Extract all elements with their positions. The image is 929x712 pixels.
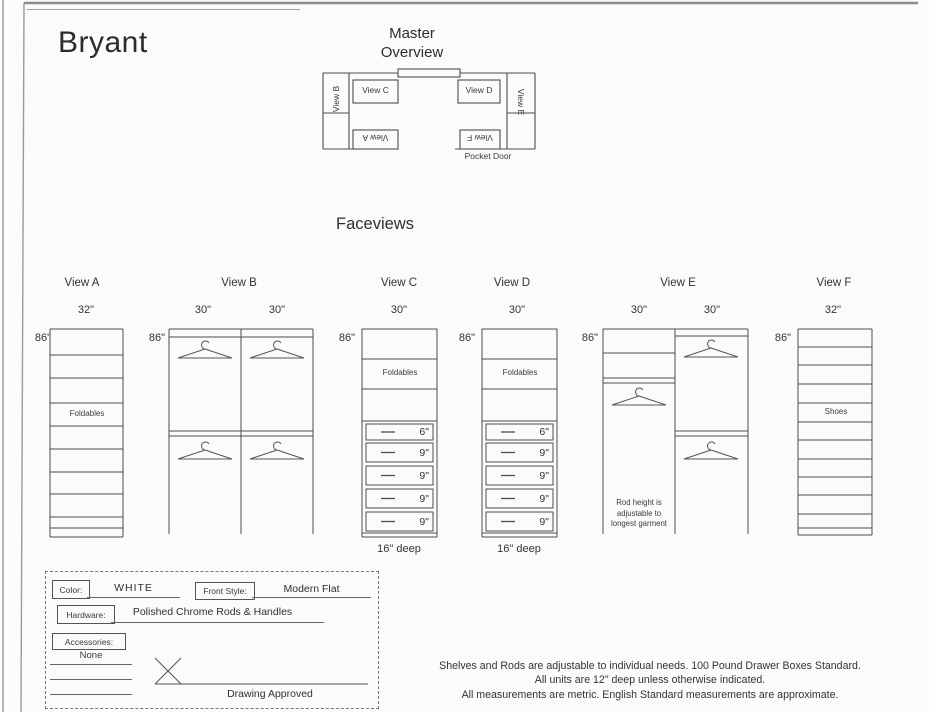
view-c-width-dim: 30" xyxy=(390,304,408,316)
hardware-label-box: Hardware: xyxy=(57,605,115,624)
view-c-drawer-size-4: 9" xyxy=(419,493,429,505)
view-e-width-dim-2: 30" xyxy=(703,304,721,316)
front-style-value: Modern Flat xyxy=(283,583,340,595)
view-d-height-dim: 86" xyxy=(458,332,476,344)
view-c-title: View C xyxy=(380,277,418,289)
view-a-linework xyxy=(50,329,123,537)
plan-label-view-f: View F xyxy=(467,133,493,143)
view-c-drawer-size-1: 6" xyxy=(419,426,429,438)
view-d-drawer-size-5: 9" xyxy=(539,516,549,528)
hardware-underline xyxy=(111,622,324,623)
view-f-shoes-label: Shoes xyxy=(824,407,848,416)
view-a-foldables-label: Foldables xyxy=(69,409,105,418)
view-f-linework xyxy=(798,329,872,535)
front-style-underline xyxy=(252,597,371,598)
view-d-title: View D xyxy=(493,277,531,289)
color-label-box: Color: xyxy=(52,580,90,599)
view-d-foldables-label: Foldables xyxy=(502,368,538,377)
view-f-width-dim: 32" xyxy=(824,304,842,316)
accessories-line-3 xyxy=(50,694,132,695)
standards-note-line2: All units are 12" deep unless otherwise indicated. xyxy=(534,674,766,687)
view-b-height-dim: 86" xyxy=(148,332,166,344)
view-d-depth-note: 16" deep xyxy=(497,543,541,555)
view-b-title: View B xyxy=(221,277,257,289)
view-e-width-dim-1: 30" xyxy=(630,304,648,316)
view-c-depth-note: 16" deep xyxy=(377,543,421,555)
drawing-approved-label: Drawing Approved xyxy=(227,688,313,700)
view-e-rod-note xyxy=(602,498,676,530)
view-c-height-dim: 86" xyxy=(338,332,356,344)
view-d-drawer-size-1: 6" xyxy=(539,426,549,438)
plan-label-view-a: View A xyxy=(362,133,389,143)
client-name: Bryant xyxy=(58,26,148,59)
view-b-width-dim-2: 30" xyxy=(268,304,286,316)
front-style-label-box: Front Style: xyxy=(195,582,255,600)
plan-label-view-b: View B xyxy=(331,85,341,113)
view-a-title: View A xyxy=(64,277,100,289)
hardware-value: Polished Chrome Rods & Handles xyxy=(132,606,293,618)
view-e-height-dim: 86" xyxy=(581,332,599,344)
view-c-drawer-size-2: 9" xyxy=(419,447,429,459)
view-e-rod-note-line3: longest garment xyxy=(611,519,667,528)
view-e-rod-note-line1: Rod height is xyxy=(616,498,662,507)
color-underline xyxy=(87,597,180,598)
accessories-line-1 xyxy=(50,664,132,665)
plan-label-view-d: View D xyxy=(465,85,493,95)
view-a-height-dim: 86" xyxy=(34,332,52,344)
standards-note-line1: Shelves and Rods are adjustable to individual needs. 100 Pound Drawer Boxes Standard. xyxy=(439,660,861,672)
faceviews-heading: Faceviews xyxy=(336,215,414,233)
view-b-linework xyxy=(169,329,313,534)
accessories-label-box: Accessories: xyxy=(52,633,126,650)
color-value: WHITE xyxy=(114,582,153,594)
view-d-width-dim: 30" xyxy=(508,304,526,316)
accessories-value: None xyxy=(79,650,103,661)
view-f-title: View F xyxy=(816,277,852,289)
view-e-rod-note-line2: adjustable to xyxy=(616,508,662,518)
plan-label-view-c: View C xyxy=(362,85,389,95)
view-e-title: View E xyxy=(660,277,696,289)
view-d-drawer-size-3: 9" xyxy=(539,470,549,482)
view-a-width-dim: 32" xyxy=(77,304,95,316)
view-d-drawer-size-4: 9" xyxy=(539,493,549,505)
view-b-width-dim-1: 30" xyxy=(194,304,212,316)
view-f-height-dim: 86" xyxy=(774,332,792,344)
master-overview-title xyxy=(352,24,472,62)
view-c-foldables-label: Foldables xyxy=(382,368,418,377)
view-d-drawer-size-2: 9" xyxy=(539,447,549,459)
accessories-line-2 xyxy=(50,679,132,680)
pocket-door-label: Pocket Door xyxy=(464,151,512,161)
view-c-drawer-size-3: 9" xyxy=(419,470,429,482)
master-overview-title-line1: Master xyxy=(389,25,435,42)
standards-note-line3: All measurements are metric. English Standard measurements are approximate. xyxy=(461,688,839,701)
master-overview-title-line2: Overview xyxy=(380,44,444,61)
plan-label-view-e: View E xyxy=(516,88,526,116)
standards-notes xyxy=(420,659,880,702)
view-c-drawer-size-5: 9" xyxy=(419,516,429,528)
